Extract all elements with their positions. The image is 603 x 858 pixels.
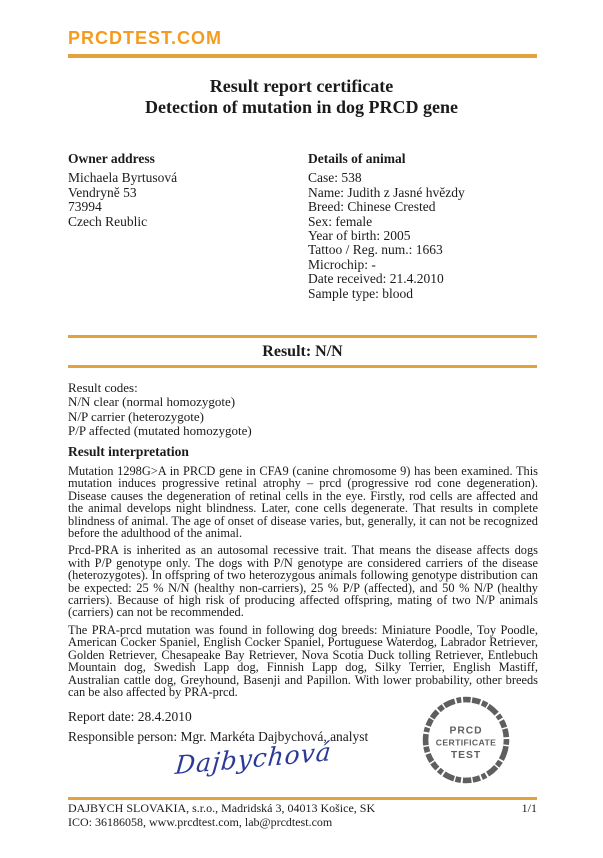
owner-street: Vendryně 53 [68,184,137,200]
animal-breed: Breed: Chinese Crested [308,199,436,215]
animal-sample-type: Sample type: blood [308,285,413,301]
result-codes-section [68,381,537,439]
footer-divider [68,797,537,800]
owner-address-heading: Owner address [68,151,155,166]
result-interpretation-heading: Result interpretation [68,444,189,459]
result-interpretation-section [68,444,538,703]
title-line-1: Result report certificate [209,76,394,96]
result-code-np: N/P carrier (heterozygote) [68,408,204,424]
stamp-line-3: TEST [450,749,482,761]
interpretation-paragraph-2: Prcd-PRA is inherited as an autosomal recessive trait. That means the disease affects dogs with P/P genotype only. The dogs with P/N genotype are considered carriers of the disease (heterozygotes). In offspring of two heterozygous animals following genotype distribution can be expected: 25 % N/N (healthy non-carriers), 25 % P/P (affected), and 50 % N/P (healthy carriers). Because of high risk of producing affected offspring, mating of two N/P animals (carriers) can not be recommended. [68,543,538,620]
certificate-stamp [419,693,513,787]
animal-details-section [308,152,543,301]
animal-case: Case: 538 [308,170,362,186]
title-line-2: Detection of mutation in dog PRCD gene [145,97,458,117]
footer-section [68,802,537,829]
result-code-nn: N/N clear (normal homozygote) [68,394,236,410]
stamp-line-1: PRCD [449,725,483,737]
footer-contact-line: ICO: 36186058, www.prcdtest.com, lab@prcdtest.com [68,814,333,829]
report-date: Report date: 28.4.2010 [68,709,192,724]
result-codes-heading: Result codes: [68,380,138,395]
owner-country: Czech Reublic [68,213,148,229]
footer-page-number: 1/1 [521,801,537,815]
handwritten-signature: Dajbychová [174,736,334,781]
responsible-person: Responsible person: Mgr. Markéta Dajbychová, analyst [68,729,369,744]
animal-name: Name: Judith z Jasné hvězdy [308,184,465,200]
footer-row-1 [68,802,537,816]
animal-microchip: Microchip: - [308,256,376,272]
header-divider [68,54,537,58]
result-banner: Result: N/N [68,335,537,368]
result-code-pp: P/P affected (mutated homozygote) [68,423,252,439]
animal-sex: Sex: female [308,213,373,229]
stamp-line-2: CERTIFICATE [435,737,497,748]
interpretation-paragraph-3: The PRA-prcd mutation was found in following dog breeds: Miniature Poodle, Toy Poodle, American Cocker Spaniel, English Cocker Spaniel, Portuguese Waterdog, Labrador Retriever, Golden Retriever, Chesapeake Bay Retriever, Nova Scotia Duck tolling Retriever, Entlebuch Mountain dog, Swedish Lapp dog, Finnish Lapp dog, Silky Terrier, English Mastiff, Australian cattle dog, Greyhound, Basenji and Papillon. With lower probability, other breeds can be also affected by PRA-prcd. [68,622,538,699]
animal-date-received: Date received: 21.4.2010 [308,271,444,287]
animal-tattoo: Tattoo / Reg. num.: 1663 [308,242,443,258]
footer-company-line: DAJBYCH SLOVAKIA, s.r.o., Madridská 3, 04013 Košice, SK [68,801,376,815]
prcdtest-logo: PRCDTEST.COM [68,28,223,48]
owner-zip: 73994 [68,199,102,215]
signoff-section [68,707,418,747]
owner-address-section [68,152,303,229]
document-title [40,76,563,118]
animal-details-heading: Details of animal [308,151,406,166]
interpretation-paragraph-1: Mutation 1298G>A in PRCD gene in CFA9 (canine chromosome 9) has been examined. This mutation induces progressive retinal atrophy – prcd (progressive rod cone degeneration). Disease causes the degeneration of retinal cells in the eye. Firstly, rod cells are affected and the animal develops night blindness. Later, cone cells degenerate. That results in complete blindness of animal. The age of onset of disease varies, but, generally, it can not be recognized before the adulthood of the animal. [68,464,538,541]
animal-birth-year: Year of birth: 2005 [308,228,411,244]
owner-name: Michaela Byrtusová [68,170,178,186]
